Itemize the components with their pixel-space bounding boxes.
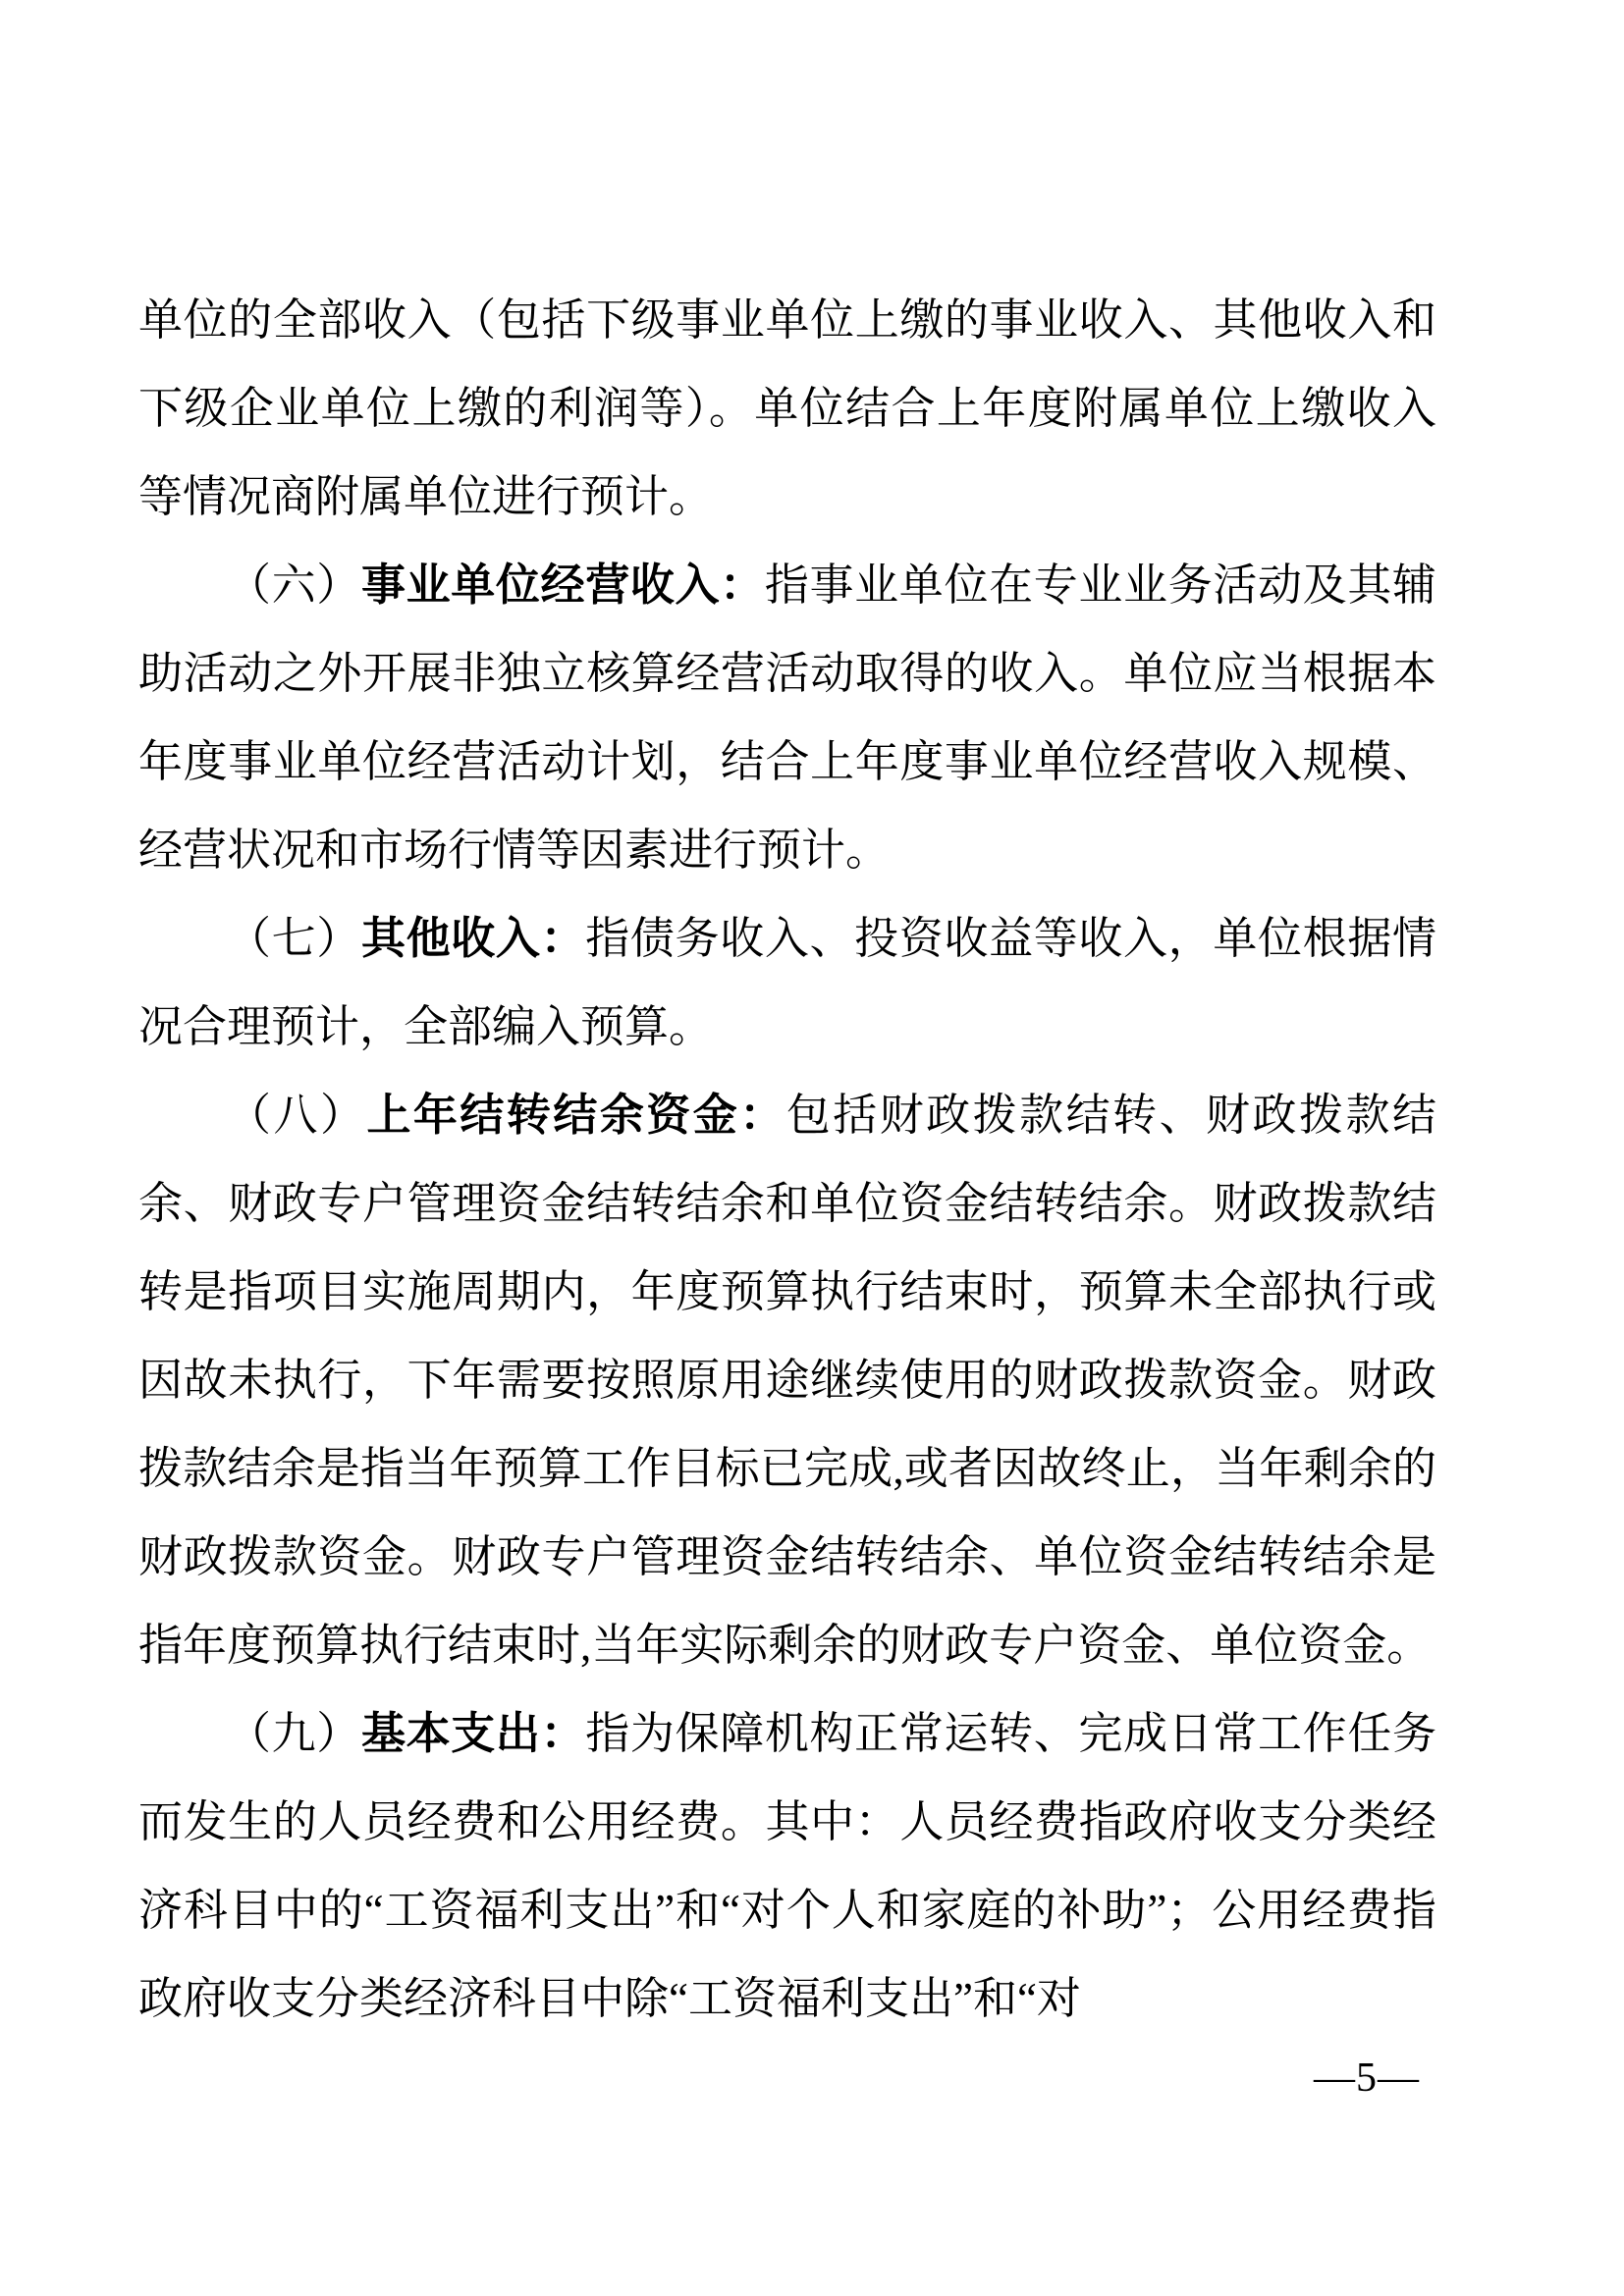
item-marker: （六）: [227, 561, 361, 610]
paragraph-text: 包括财政拨款结转、财政拨款结余、财政专户管理资金结转结余和单位资金结转结余。财政拨款结转是指项目实施周期内，年度预算执行结束时，预算未全部执行或因故未执行，下年需要按照原用途继续使用的财政拨款资金。财政拨款结余是指当年预算工作目标已完成,或者因故终止，当年剩余的财政拨款资金。财政专户管理资金结转结余、单位资金结转结余是指年度预算执行结束时,当年实际剩余的财政专户资金、单位资金。: [138, 1091, 1436, 1670]
paragraph-item-9: [138, 1689, 1436, 2043]
item-term: 上年结转结余资金：: [366, 1091, 786, 1140]
paragraph-text: 指债务收入、投资收益等收入，单位根据情况合理预计，全部编入预算。: [138, 914, 1436, 1051]
paragraph-text: 指为保障机构正常运转、完成日常工作任务而发生的人员经费和公用经费。其中：人员经费指政府收支分类经济科目中的“工资福利支出”和“对个人和家庭的补助”；公用经费指政府收支分类经济科目中除“工资福利支出”和“对: [138, 1709, 1436, 2023]
paragraph-continuation: [138, 276, 1436, 541]
paragraph-item-6: [138, 541, 1436, 894]
item-marker: （九）: [227, 1709, 361, 1758]
document-body: [138, 276, 1436, 2043]
item-marker: （八）: [227, 1091, 367, 1140]
item-term: 其他收入：: [360, 914, 586, 963]
paragraph-item-7: [138, 894, 1436, 1071]
paragraph-text: 指事业单位在专业业务活动及其辅助活动之外开展非独立核算经营活动取得的收入。单位应当根据本年度事业单位经营活动计划，结合上年度事业单位经营收入规模、经营状况和市场行情等因素进行预计。: [138, 561, 1436, 875]
paragraph-item-8: [138, 1071, 1436, 1689]
item-term: 事业单位经营收入：: [360, 561, 765, 610]
paragraph-text: 单位的全部收入（包括下级事业单位上缴的事业收入、其他收入和下级企业单位上缴的利润等）。单位结合上年度附属单位上缴收入等情况商附属单位进行预计。: [138, 295, 1436, 521]
item-term: 基本支出：: [360, 1709, 586, 1758]
item-marker: （七）: [227, 914, 361, 963]
page-number: —5—: [1314, 2056, 1420, 2101]
